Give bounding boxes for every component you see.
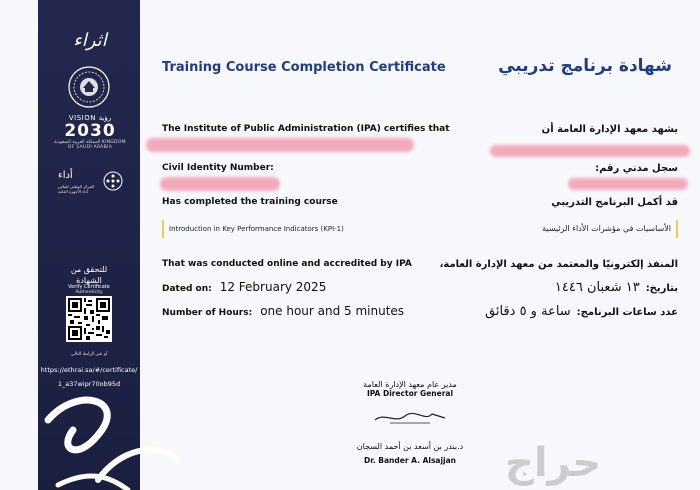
- course-name-en: Introduction in Key Performance Indicators (KPI-1): [162, 220, 344, 238]
- redacted-name-en: [146, 138, 414, 152]
- vision-2030-logo: [54, 114, 126, 150]
- title-en: Training Course Completion Certificate: [162, 60, 446, 75]
- hours-label-en: Number of Hours:: [162, 308, 253, 318]
- completed-en: Has completed the training course: [162, 197, 338, 207]
- verify-en-line2: Authenticity: [75, 290, 103, 295]
- verify-en: [52, 284, 126, 296]
- adaa-sub: المركز الوطني لقياس أداء الأجهزة العامة: [58, 184, 95, 194]
- signer-title-en: IPA Director General: [366, 389, 454, 398]
- title-ar: شهادة برنامج تدريبي: [498, 56, 672, 76]
- signature-block: [300, 380, 520, 465]
- redacted-id-ar: [568, 178, 688, 190]
- redacted-id-en: [160, 177, 280, 191]
- civil-id-ar: سجل مدني رقم:: [595, 163, 678, 174]
- signer-title-ar: مدير عام معهد الإدارة العامة: [363, 380, 457, 389]
- hours-value-ar: ساعة و ٥ دقائق: [485, 304, 571, 319]
- sidebar-panel: [38, 0, 140, 490]
- verify-ar-line2: الشهادة: [76, 276, 102, 285]
- link-label: أو عبر الرابط التالي: [70, 352, 108, 357]
- conducted-en: That was conducted online and accredited by IPA: [162, 259, 412, 269]
- adaa-name: أداء: [58, 170, 73, 181]
- signer-name-ar: د.بندر بن أسعد بن أحمد السجان: [356, 442, 464, 451]
- adaa-logo: [58, 170, 124, 200]
- dated-label-ar: بتاريخ:: [645, 283, 678, 294]
- course-name-ar: الأساسيات في مؤشرات الأداء الرئيسية: [542, 220, 678, 238]
- verify-link-line1[interactable]: https://ethrai.sa/#/certificate/: [40, 366, 138, 374]
- ipa-emblem-icon: [60, 62, 118, 112]
- signer-name-en: Dr. Bander A. Alsajjan: [363, 456, 457, 465]
- brand-logo: اثراء: [73, 30, 107, 51]
- verify-ar-line1: للتحقق من: [70, 265, 108, 274]
- watermark: حراج: [505, 440, 602, 486]
- verify-en-line1: Verify Certificate: [68, 284, 110, 290]
- hours-value-en: one hour and 5 minutes: [260, 304, 405, 318]
- dated-value-en: 12 February 2025: [219, 280, 327, 294]
- dated-value-ar: ١٣ شعبان ١٤٤٦: [554, 280, 640, 295]
- adaa-mark-icon: [102, 170, 124, 192]
- vision-sub: المملكة العربية السعودية KINGDOM OF SAUDI ARABIA: [54, 140, 126, 150]
- qr-code-icon[interactable]: [66, 296, 112, 342]
- vision-year: 2030: [64, 121, 116, 141]
- dated-ar: [555, 280, 678, 295]
- dated-label-en: Dated on:: [162, 284, 212, 294]
- hours-ar: [485, 304, 678, 319]
- signature-scribble-icon: [370, 408, 450, 428]
- certifies-en: The Institute of Public Administration (IPA) certifies that: [162, 124, 450, 134]
- certifies-ar: يشهد معهد الإدارة العامة أن: [541, 124, 678, 135]
- decorative-swirl-icon: [38, 390, 188, 490]
- conducted-ar: المنفذ إلكترونيًا والمعتمد من معهد الإدارة العامة،: [439, 259, 678, 270]
- verify-block: [52, 264, 126, 286]
- civil-id-en: Civil Identity Number:: [162, 163, 274, 173]
- hours-en: [162, 304, 404, 318]
- completed-ar: قد أكمل البرنامج التدريبي: [551, 197, 678, 208]
- hours-label-ar: عدد ساعات البرنامج:: [576, 307, 678, 318]
- redacted-name-ar: [490, 145, 690, 157]
- dated-en: [162, 280, 326, 294]
- vision-label: VISION رؤية: [68, 114, 112, 122]
- verify-link-line2[interactable]: 1_a37wipr70ob95d: [57, 380, 121, 388]
